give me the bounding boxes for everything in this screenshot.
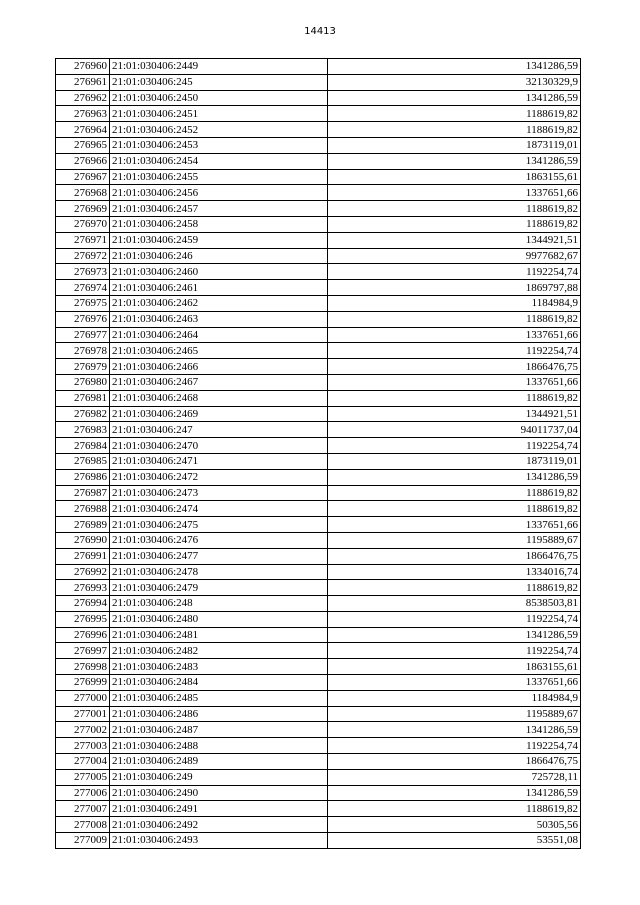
table-row	[56, 406, 581, 422]
table-row	[56, 817, 581, 833]
row-number-cell: 276994	[56, 596, 110, 612]
cadastral-number-cell: 21:01:030406:2456	[110, 185, 328, 201]
cadastral-number-cell: 21:01:030406:2493	[110, 833, 328, 849]
cadastral-number-cell: 21:01:030406:2464	[110, 327, 328, 343]
table-row	[56, 169, 581, 185]
table-row	[56, 74, 581, 90]
table-row	[56, 280, 581, 296]
cadastral-number-cell: 21:01:030406:2480	[110, 611, 328, 627]
table-row	[56, 201, 581, 217]
cadastral-number-cell: 21:01:030406:2458	[110, 216, 328, 232]
cadastral-number-cell: 21:01:030406:2487	[110, 722, 328, 738]
row-number-cell: 276975	[56, 295, 110, 311]
cadastral-number-cell: 21:01:030406:2475	[110, 517, 328, 533]
cadastral-number-cell: 21:01:030406:2484	[110, 675, 328, 691]
row-number-cell: 276973	[56, 264, 110, 280]
cadastral-value-cell: 1188619,82	[328, 501, 581, 517]
row-number-cell: 276969	[56, 201, 110, 217]
table-row	[56, 754, 581, 770]
row-number-cell: 276961	[56, 74, 110, 90]
cadastral-value-cell: 1341286,59	[328, 59, 581, 75]
page-number: 14413	[304, 26, 336, 37]
table-row	[56, 185, 581, 201]
cadastral-number-cell: 21:01:030406:2452	[110, 122, 328, 138]
row-number-cell: 276995	[56, 611, 110, 627]
table-row	[56, 785, 581, 801]
table-row	[56, 659, 581, 675]
cadastral-number-cell: 21:01:030406:2472	[110, 469, 328, 485]
table-row	[56, 611, 581, 627]
cadastral-value-cell: 1341286,59	[328, 627, 581, 643]
cadastral-value-cell: 1337651,66	[328, 185, 581, 201]
row-number-cell: 276991	[56, 548, 110, 564]
table-row	[56, 232, 581, 248]
cadastral-value-cell: 1184984,9	[328, 690, 581, 706]
table-row	[56, 469, 581, 485]
row-number-cell: 277002	[56, 722, 110, 738]
cadastral-value-cell: 1192254,74	[328, 738, 581, 754]
row-number-cell: 276976	[56, 311, 110, 327]
cadastral-number-cell: 21:01:030406:2482	[110, 643, 328, 659]
row-number-cell: 276965	[56, 137, 110, 153]
row-number-cell: 276966	[56, 153, 110, 169]
table-row	[56, 517, 581, 533]
table-row	[56, 137, 581, 153]
row-number-cell: 276984	[56, 438, 110, 454]
cadastral-number-cell: 21:01:030406:2481	[110, 627, 328, 643]
cadastral-number-cell: 21:01:030406:2478	[110, 564, 328, 580]
row-number-cell: 276962	[56, 90, 110, 106]
table-row	[56, 769, 581, 785]
cadastral-value-cell: 1192254,74	[328, 438, 581, 454]
cadastral-value-cell: 1192254,74	[328, 643, 581, 659]
table-row	[56, 438, 581, 454]
cadastral-number-cell: 21:01:030406:2463	[110, 311, 328, 327]
table-row	[56, 59, 581, 75]
row-number-cell: 276993	[56, 580, 110, 596]
table-row	[56, 153, 581, 169]
table-row	[56, 374, 581, 390]
cadastral-value-cell: 1188619,82	[328, 311, 581, 327]
table-row	[56, 690, 581, 706]
row-number-cell: 276977	[56, 327, 110, 343]
cadastral-number-cell: 21:01:030406:2476	[110, 532, 328, 548]
cadastral-value-cell: 1188619,82	[328, 122, 581, 138]
table-row	[56, 343, 581, 359]
table-row	[56, 564, 581, 580]
table-row	[56, 422, 581, 438]
row-number-cell: 276989	[56, 517, 110, 533]
cadastral-value-cell: 1344921,51	[328, 232, 581, 248]
cadastral-number-cell: 21:01:030406:2474	[110, 501, 328, 517]
cadastral-number-cell: 21:01:030406:2462	[110, 295, 328, 311]
table-row	[56, 485, 581, 501]
cadastral-value-cell: 1188619,82	[328, 201, 581, 217]
cadastral-number-cell: 21:01:030406:2491	[110, 801, 328, 817]
cadastral-value-cell: 8538503,81	[328, 596, 581, 612]
cadastral-value-cell: 1866476,75	[328, 754, 581, 770]
row-number-cell: 277001	[56, 706, 110, 722]
row-number-cell: 276981	[56, 390, 110, 406]
row-number-cell: 276968	[56, 185, 110, 201]
table-row	[56, 801, 581, 817]
cadastral-value-cell: 1866476,75	[328, 548, 581, 564]
table-row	[56, 216, 581, 232]
cadastral-number-cell: 21:01:030406:2461	[110, 280, 328, 296]
cadastral-value-cell: 1334016,74	[328, 564, 581, 580]
table-row	[56, 248, 581, 264]
row-number-cell: 276997	[56, 643, 110, 659]
cadastral-value-cell: 1188619,82	[328, 216, 581, 232]
table-row	[56, 264, 581, 280]
table-row	[56, 738, 581, 754]
cadastral-value-cell: 1341286,59	[328, 722, 581, 738]
cadastral-number-cell: 21:01:030406:2470	[110, 438, 328, 454]
row-number-cell: 276963	[56, 106, 110, 122]
table-row	[56, 295, 581, 311]
row-number-cell: 277000	[56, 690, 110, 706]
cadastral-number-cell: 21:01:030406:2451	[110, 106, 328, 122]
row-number-cell: 277005	[56, 769, 110, 785]
cadastral-number-cell: 21:01:030406:2457	[110, 201, 328, 217]
cadastral-value-cell: 1188619,82	[328, 390, 581, 406]
row-number-cell: 276967	[56, 169, 110, 185]
table-row	[56, 596, 581, 612]
cadastral-number-cell: 21:01:030406:245	[110, 74, 328, 90]
cadastral-value-cell: 1184984,9	[328, 295, 581, 311]
cadastral-value-cell: 1869797,88	[328, 280, 581, 296]
table-row	[56, 532, 581, 548]
row-number-cell: 277009	[56, 833, 110, 849]
cadastral-number-cell: 21:01:030406:247	[110, 422, 328, 438]
row-number-cell: 276999	[56, 675, 110, 691]
cadastral-value-cell: 725728,11	[328, 769, 581, 785]
table-row	[56, 311, 581, 327]
cadastral-value-cell: 50305,56	[328, 817, 581, 833]
row-number-cell: 276985	[56, 453, 110, 469]
cadastral-value-cell: 1337651,66	[328, 675, 581, 691]
cadastral-value-cell: 9977682,67	[328, 248, 581, 264]
table-row	[56, 675, 581, 691]
table-row	[56, 501, 581, 517]
row-number-cell: 276980	[56, 374, 110, 390]
table-row	[56, 833, 581, 849]
cadastral-value-cell: 32130329,9	[328, 74, 581, 90]
row-number-cell: 277003	[56, 738, 110, 754]
cadastral-number-cell: 21:01:030406:2485	[110, 690, 328, 706]
table-row	[56, 580, 581, 596]
row-number-cell: 276971	[56, 232, 110, 248]
cadastral-value-cell: 1188619,82	[328, 801, 581, 817]
cadastral-number-cell: 21:01:030406:2473	[110, 485, 328, 501]
table-row	[56, 122, 581, 138]
table-body	[56, 59, 581, 849]
cadastral-value-cell: 1192254,74	[328, 264, 581, 280]
row-number-cell: 276990	[56, 532, 110, 548]
cadastral-value-cell: 1337651,66	[328, 327, 581, 343]
row-number-cell: 276960	[56, 59, 110, 75]
table-row	[56, 327, 581, 343]
table-row	[56, 106, 581, 122]
cadastral-number-cell: 21:01:030406:2450	[110, 90, 328, 106]
cadastral-number-cell: 21:01:030406:2486	[110, 706, 328, 722]
row-number-cell: 277007	[56, 801, 110, 817]
row-number-cell: 276972	[56, 248, 110, 264]
cadastral-number-cell: 21:01:030406:2479	[110, 580, 328, 596]
cadastral-number-cell: 21:01:030406:2468	[110, 390, 328, 406]
cadastral-number-cell: 21:01:030406:246	[110, 248, 328, 264]
cadastral-number-cell: 21:01:030406:2465	[110, 343, 328, 359]
cadastral-value-cell: 94011737,04	[328, 422, 581, 438]
cadastral-number-cell: 21:01:030406:249	[110, 769, 328, 785]
cadastral-number-cell: 21:01:030406:2469	[110, 406, 328, 422]
row-number-cell: 276979	[56, 359, 110, 375]
table-row	[56, 706, 581, 722]
cadastral-value-cell: 1863155,61	[328, 169, 581, 185]
cadastral-number-cell: 21:01:030406:2467	[110, 374, 328, 390]
table-row	[56, 359, 581, 375]
table-row	[56, 548, 581, 564]
row-number-cell: 276983	[56, 422, 110, 438]
cadastral-number-cell: 21:01:030406:2453	[110, 137, 328, 153]
row-number-cell: 276970	[56, 216, 110, 232]
cadastral-value-cell: 1192254,74	[328, 611, 581, 627]
cadastral-value-cell: 1337651,66	[328, 374, 581, 390]
cadastral-value-cell: 1863155,61	[328, 659, 581, 675]
cadastral-number-cell: 21:01:030406:2492	[110, 817, 328, 833]
cadastral-value-cell: 1866476,75	[328, 359, 581, 375]
cadastral-number-cell: 21:01:030406:2460	[110, 264, 328, 280]
cadastral-value-table	[55, 58, 581, 849]
table-row	[56, 722, 581, 738]
cadastral-number-cell: 21:01:030406:2483	[110, 659, 328, 675]
cadastral-value-cell: 1341286,59	[328, 90, 581, 106]
cadastral-number-cell: 21:01:030406:2477	[110, 548, 328, 564]
cadastral-value-cell: 1188619,82	[328, 580, 581, 596]
row-number-cell: 276988	[56, 501, 110, 517]
cadastral-number-cell: 21:01:030406:2488	[110, 738, 328, 754]
cadastral-value-cell: 1192254,74	[328, 343, 581, 359]
cadastral-value-cell: 1341286,59	[328, 469, 581, 485]
cadastral-number-cell: 21:01:030406:2489	[110, 754, 328, 770]
cadastral-number-cell: 21:01:030406:2454	[110, 153, 328, 169]
row-number-cell: 276978	[56, 343, 110, 359]
row-number-cell: 277004	[56, 754, 110, 770]
table-row	[56, 643, 581, 659]
table-row	[56, 453, 581, 469]
cadastral-value-cell: 1341286,59	[328, 785, 581, 801]
row-number-cell: 276992	[56, 564, 110, 580]
cadastral-number-cell: 21:01:030406:2459	[110, 232, 328, 248]
cadastral-value-cell: 1873119,01	[328, 453, 581, 469]
cadastral-number-cell: 21:01:030406:2455	[110, 169, 328, 185]
row-number-cell: 277006	[56, 785, 110, 801]
cadastral-value-cell: 1195889,67	[328, 532, 581, 548]
cadastral-value-cell: 1337651,66	[328, 517, 581, 533]
cadastral-value-cell: 1341286,59	[328, 153, 581, 169]
row-number-cell: 276964	[56, 122, 110, 138]
cadastral-value-cell: 1873119,01	[328, 137, 581, 153]
cadastral-number-cell: 21:01:030406:2449	[110, 59, 328, 75]
row-number-cell: 277008	[56, 817, 110, 833]
row-number-cell: 276974	[56, 280, 110, 296]
table-row	[56, 627, 581, 643]
table-row	[56, 90, 581, 106]
cadastral-number-cell: 21:01:030406:2490	[110, 785, 328, 801]
row-number-cell: 276987	[56, 485, 110, 501]
cadastral-value-cell: 1195889,67	[328, 706, 581, 722]
row-number-cell: 276996	[56, 627, 110, 643]
cadastral-number-cell: 21:01:030406:248	[110, 596, 328, 612]
row-number-cell: 276998	[56, 659, 110, 675]
cadastral-value-cell: 1188619,82	[328, 485, 581, 501]
row-number-cell: 276982	[56, 406, 110, 422]
cadastral-number-cell: 21:01:030406:2471	[110, 453, 328, 469]
table-row	[56, 390, 581, 406]
cadastral-value-cell: 53551,08	[328, 833, 581, 849]
cadastral-number-cell: 21:01:030406:2466	[110, 359, 328, 375]
cadastral-value-cell: 1344921,51	[328, 406, 581, 422]
cadastral-value-cell: 1188619,82	[328, 106, 581, 122]
row-number-cell: 276986	[56, 469, 110, 485]
